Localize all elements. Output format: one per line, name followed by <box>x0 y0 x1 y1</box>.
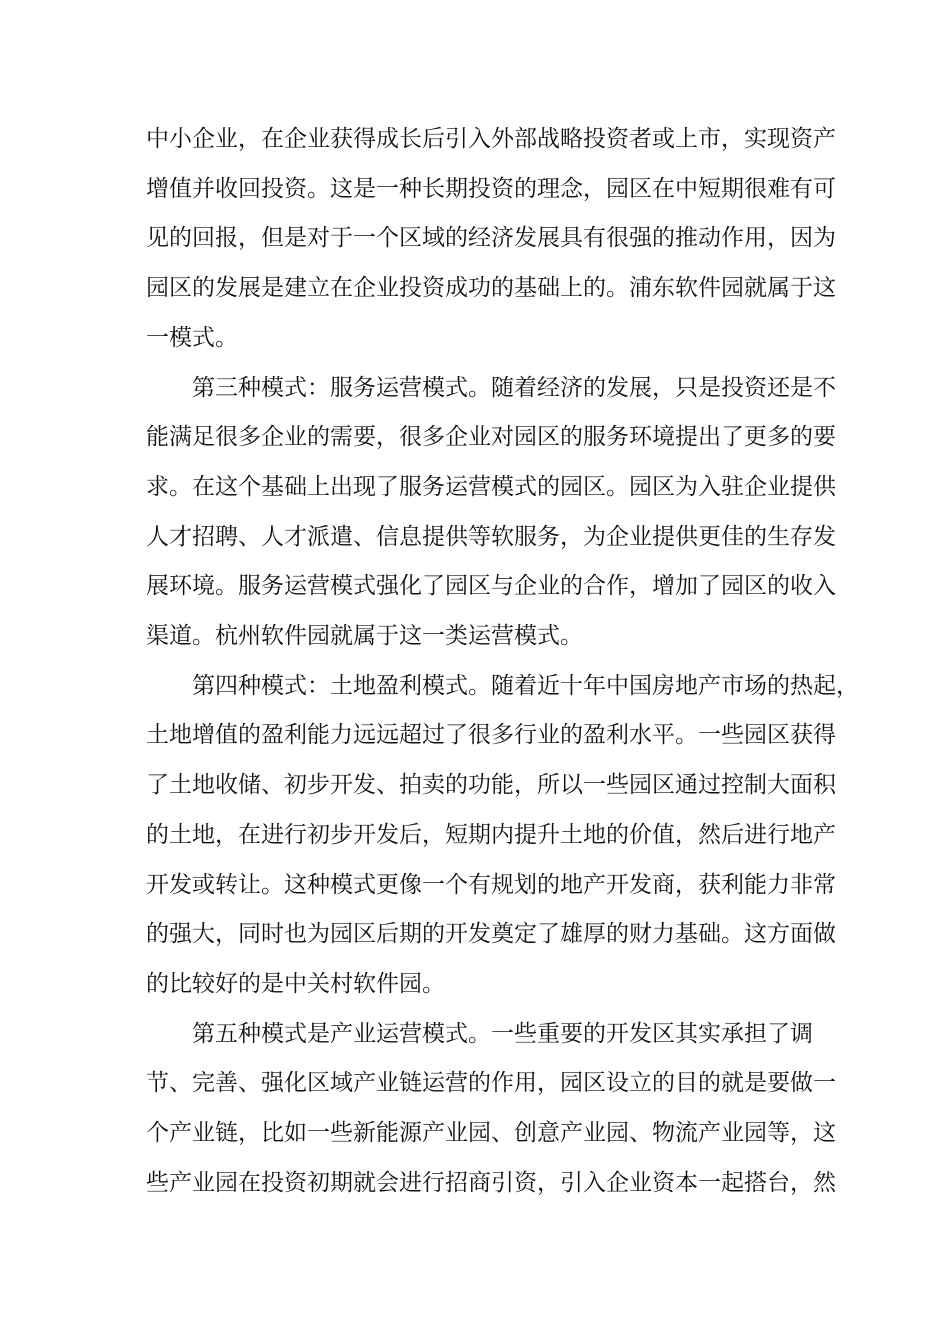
text-line: 中小企业，在企业获得成长后引入外部战略投资者或上市，实现资产 <box>146 126 836 152</box>
text-line: 第三种模式：服务运营模式。随着经济的发展，只是投资还是不 <box>192 374 836 401</box>
text-line: 开发或转让。这种模式更像一个有规划的地产开发商，获利能力非常 <box>146 871 836 898</box>
text-line: 展环境。服务运营模式强化了园区与企业的合作，增加了园区的收入 <box>146 573 836 600</box>
text-line: 增值并收回投资。这是一种长期投资的理念，园区在中短期很难有可 <box>146 175 836 202</box>
text-line: 的土地，在进行初步开发后，短期内提升土地的价值，然后进行地产 <box>146 821 836 848</box>
text-line: 人才招聘、人才派遣、信息提供等软服务，为企业提供更佳的生存发 <box>146 523 836 550</box>
text-line: 节、完善、强化区域产业链运营的作用，园区设立的目的就是要做一 <box>146 1070 836 1097</box>
text-line: 园区的发展是建立在企业投资成功的基础上的。浦东软件园就属于这 <box>146 275 836 302</box>
text-line: 求。在这个基础上出现了服务运营模式的园区。园区为入驻企业提供 <box>146 473 836 500</box>
text-line: 的强大，同时也为园区后期的开发奠定了雄厚的财力基础。这方面做 <box>146 921 836 948</box>
text-line: 能满足很多企业的需要，很多企业对园区的服务环境提出了更多的要 <box>146 424 836 451</box>
paragraph <box>146 1010 836 1209</box>
document-body <box>146 115 859 1208</box>
text-line: 渠道。杭州软件园就属于这一类运营模式。 <box>146 623 583 650</box>
text-line: 一模式。 <box>146 324 238 351</box>
paragraph <box>146 115 836 364</box>
text-line: 见的回报，但是对于一个区域的经济发展具有很强的推动作用，因为 <box>146 225 836 252</box>
text-line: 第四种模式：土地盈利模式。随着近十年中国房地产市场的热起， <box>192 672 859 699</box>
paragraph <box>146 364 836 662</box>
text-line: 第五种模式是产业运营模式。一些重要的开发区其实承担了调 <box>192 1020 813 1047</box>
text-line: 土地增值的盈利能力远远超过了很多行业的盈利水平。一些园区获得 <box>146 722 836 749</box>
text-line: 的比较好的是中关村软件园。 <box>146 970 445 997</box>
text-line: 了土地收储、初步开发、拍卖的功能，所以一些园区通过控制大面积 <box>146 772 836 799</box>
text-line: 个产业链，比如一些新能源产业园、创意产业园、物流产业园等，这 <box>146 1120 836 1147</box>
text-line: 些产业园在投资初期就会进行招商引资，引入企业资本一起搭台，然 <box>146 1169 836 1196</box>
paragraph <box>146 662 859 1010</box>
